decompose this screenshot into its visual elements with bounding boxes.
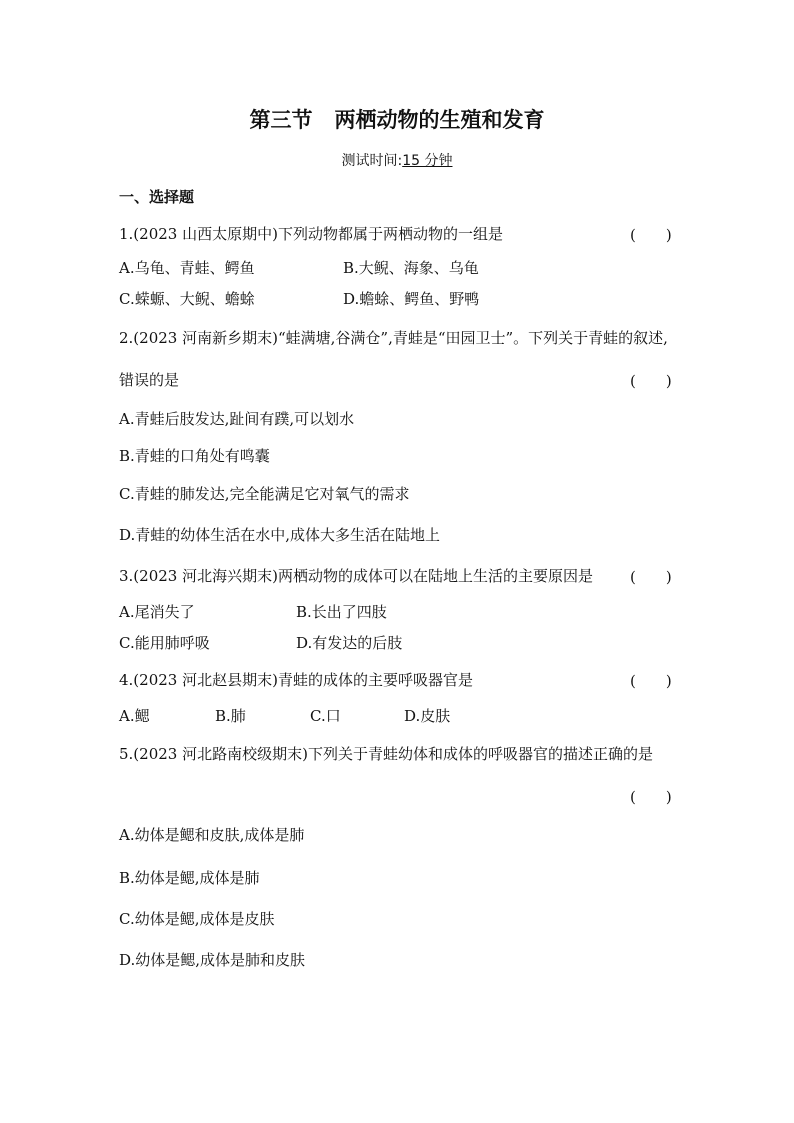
question-1-option-c[interactable]: C.蝾螈、大鲵、蟾蜍 [119, 290, 255, 308]
question-5-option-b[interactable]: B.幼体是鳃,成体是肺 [119, 869, 260, 887]
question-4-option-b[interactable]: B.肺 [215, 707, 246, 725]
question-4-option-a[interactable]: A.鳃 [119, 707, 150, 725]
question-3-option-d[interactable]: D.有发达的后肢 [296, 634, 403, 652]
question-1-stem: 1.(2023 山西太原期中)下列动物都属于两栖动物的一组是 [119, 225, 503, 243]
question-4-option-d[interactable]: D.皮肤 [404, 707, 451, 725]
question-3-option-b[interactable]: B.长出了四肢 [296, 603, 387, 621]
section-heading: 一、选择题 [119, 188, 195, 206]
question-1-option-a[interactable]: A.乌龟、青蛙、鳄鱼 [119, 259, 255, 277]
question-5-option-c[interactable]: C.幼体是鳃,成体是皮肤 [119, 910, 275, 928]
question-2-option-b[interactable]: B.青蛙的口角处有鸣囊 [119, 447, 270, 465]
question-2-stem-line2: 错误的是 [119, 371, 180, 389]
question-2-option-d[interactable]: D.青蛙的幼体生活在水中,成体大多生活在陆地上 [119, 526, 441, 544]
question-4-option-c[interactable]: C.口 [310, 707, 341, 725]
question-1-option-d[interactable]: D.蟾蜍、鳄鱼、野鸭 [343, 290, 480, 308]
title-section-number: 第三节 [249, 108, 313, 132]
test-time-duration: 15 分钟 [402, 153, 453, 169]
question-4-stem: 4.(2023 河北赵县期末)青蛙的成体的主要呼吸器官是 [119, 671, 473, 689]
question-3-stem: 3.(2023 河北海兴期末)两栖动物的成体可以在陆地上生活的主要原因是 [119, 567, 593, 585]
test-time [0, 150, 794, 170]
question-2-option-a[interactable]: A.青蛙后肢发达,趾间有蹼,可以划水 [119, 410, 355, 428]
question-5-answer-blank[interactable]: ( ) [630, 788, 672, 806]
question-3-option-c[interactable]: C.能用肺呼吸 [119, 634, 210, 652]
page-title [0, 104, 794, 134]
question-2-option-c[interactable]: C.青蛙的肺发达,完全能满足它对氧气的需求 [119, 485, 410, 503]
question-5-option-a[interactable]: A.幼体是鳃和皮肤,成体是肺 [119, 826, 305, 844]
question-5-option-d[interactable]: D.幼体是鳃,成体是肺和皮肤 [119, 951, 306, 969]
question-2-answer-blank[interactable]: ( ) [630, 372, 672, 390]
question-1-option-b[interactable]: B.大鲵、海象、乌龟 [343, 259, 479, 277]
question-3-option-a[interactable]: A.尾消失了 [119, 603, 195, 621]
question-1-answer-blank[interactable]: ( ) [630, 226, 672, 244]
title-topic: 两栖动物的生殖和发育 [334, 108, 545, 132]
question-4-answer-blank[interactable]: ( ) [630, 672, 672, 690]
question-2-stem-line1: 2.(2023 河南新乡期末)“蛙满塘,谷满仓”,青蛙是“田园卫士”。下列关于青蛙的叙述, [119, 329, 668, 347]
test-time-label: 测试时间: [341, 153, 403, 169]
question-5-stem: 5.(2023 河北路南校级期末)下列关于青蛙幼体和成体的呼吸器官的描述正确的是 [119, 745, 653, 763]
question-3-answer-blank[interactable]: ( ) [630, 568, 672, 586]
